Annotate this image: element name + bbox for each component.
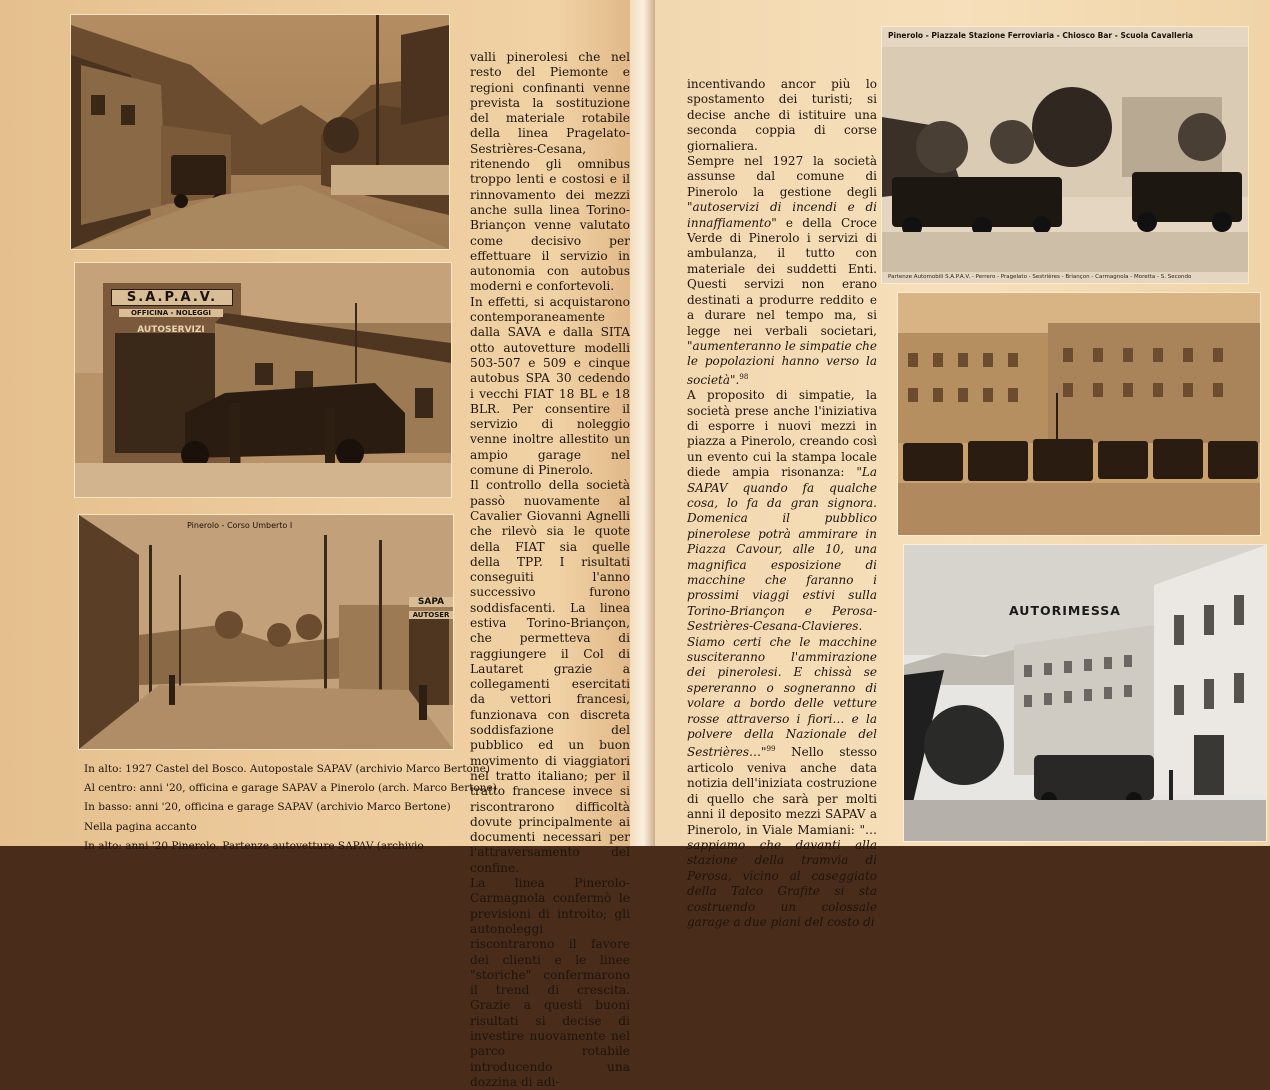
paragraph-1927: Sempre nel 1927 la società assunse dal comune di Pinerolo la gestione degli "autoservizi di incendi e di innaffiamento" e della Croce Verde di Pinerolo i servizi di ambulanza, il tutto con materiale dei suddetti Enti. Questi servizi non erano destinati a produrre reddito e a durare nel tempo ma, si legge nei verbali societari, "aumenteranno le simpatie che le popolazioni hanno verso la società".$^{98}$: [687, 154, 878, 387]
caption-line: In alto: anni '20 Pinerolo. Partenze autovetture SAPAV (archivio: [84, 839, 424, 852]
photo-castel-del-bosco: [70, 14, 450, 250]
sign-sapa: SAPA: [409, 597, 453, 607]
paragraph: Il controllo della società passò nuovamente al Cavalier Giovanni Agnelli che rilevò sia le quote della FIAT sia quelle della TPP. I risultati conseguiti l'anno successivo furono soddisfacenti. La linea estiva Torino-Briançon, che permetteva di raggiungere il Col di Lautaret grazie a collegamenti esercitati da vettori francesi, funzionava con discreta soddisfazione del pubblico ed un buon movimento di viaggiatori nel tratto italiano; per il tratto francese invece si riscontrarono difficoltà dovute principalmente ai documenti necessari per l'attraversamento del confine.: [470, 478, 630, 875]
paragraph: incentivando ancor più lo spostamento dei turisti; si decise anche di istituire una seconda coppia di corse giornaliera.: [687, 77, 877, 153]
sign-officina: OFFICINA - NOLEGGI: [119, 309, 223, 317]
paragraph-simpatie: A proposito di simpatie, la società prese anche l'iniziativa di esporre i nuovi mezzi in piazza a Pinerolo, creando così un evento cui la stampa locale diede ampia risonanza: "La SAPAV quando fa qualche cosa, lo fa da gran signora. Domenica il pubblico pinerolese potrà ammirare in Piazza Cavour, alle 10, una magnifica esposizione di macchine che faranno i prossimi viaggi estivi sulla Torino-Briançon e Perosa-Sestrières-Cesana-Clavieres. Siamo certi che le macchine susciteranno l'ammirazione dei pinerolesi. E chissà se spereranno o sogneranno di volare a bordo delle vetture rosse attraverso i fiori… e la polvere della Nazionale del Sestrières…"$^{99}$ Nello stesso articolo veniva anche data notizia dell'iniziata costruzione di quello che sarà per molti anni il deposito mezzi SAPAV a Pinerolo, in Viale Mamiani: "… sappiamo che davanti alla stazione della tramvia di Perosa, vicino al caseggiato della Talco Grafite si sta costruendo un colossale garage a due piani del costo di: [687, 388, 877, 929]
paragraph: valli pinerolesi che nel resto del Piemonte e regioni confinanti venne prevista la sostituzione del materiale rotabile della linea Pragelato-Sestrières-Cesana, ritenendo gli omnibus troppo lenti e costosi e il rinnovamento dei mezzi anche sulla linea Torino-Briançon venne valutato come decisivo per effettuare il servizio in autonomia con autobus moderni e confortevoli.: [470, 50, 630, 294]
paragraph: In effetti, si acquistarono contemporaneamente dalla SAVA e dalla SITA otto autovetture modelli 503-507 e 509 e cinque autobus SPA 30 cedendo i vecchi FIAT 18 BL e 18 BLR. Per consentire il servizio di noleggio venne inoltre allestito un ampio garage nel comune di Pinerolo.: [470, 294, 630, 478]
photo-autorimessa-scene: [904, 545, 1266, 841]
photo-officina-garage: [74, 262, 452, 498]
sign-autoservizi: AUTOSERVIZI: [137, 325, 205, 335]
photo-stazione-footer: Partenze Automobili S.A.P.A.V. - Perrero - Pragelato - Sestrières - Briançon - Carmagnola - Moretta - S. Secondo: [888, 274, 1192, 280]
paragraph: La linea Pinerolo-Carmagnola confermò le previsioni di introito; gli autonoleggi riscontrarono il favore dei clienti e le linee "storiche" confermarono il trend di crescita. Grazie a questi buoni risultati si decise di investire nuovamente nel parco rotabile introducendo una dozzina di adi-: [470, 876, 630, 1089]
caption-line: Nella pagina accanto: [84, 820, 197, 833]
photo-piazza-cavour: [897, 292, 1261, 536]
photo-corso-scene: [79, 515, 453, 749]
photo-corso-title: Pinerolo - Corso Umberto I: [187, 521, 293, 530]
photo-stazione-title: Pinerolo - Piazzale Stazione Ferroviaria - Chiosco Bar - Scuola Cavalleria: [888, 31, 1194, 40]
photo-autorimessa: [903, 544, 1267, 842]
caption-line: Al centro: anni '20, officina e garage SAPAV a Pinerolo (arch. Marco Bertone): [84, 782, 497, 795]
sign-autorimessa: AUTORIMESSA: [1009, 603, 1121, 618]
photo-cavour-scene: [898, 293, 1260, 535]
right-page: [655, 0, 1270, 929]
left-text-column: [470, 50, 630, 1090]
photo-street-scene: [71, 15, 449, 249]
sign-sapav: S.A.P.A.V.: [111, 289, 233, 306]
photo-captions: [84, 760, 497, 856]
photo-corso-umberto: [78, 514, 454, 750]
caption-line: In alto: 1927 Castel del Bosco. Autopostale SAPAV (archivio Marco Bertone): [84, 763, 490, 775]
caption-line: In basso: anni '20, officina e garage SAPAV (archivio Marco Bertone): [84, 801, 451, 814]
right-text-column: [687, 77, 877, 930]
photo-piazzale-stazione: [881, 26, 1249, 284]
photo-stazione-scene: [882, 27, 1248, 283]
sign-autose: AUTOSER: [409, 611, 453, 619]
